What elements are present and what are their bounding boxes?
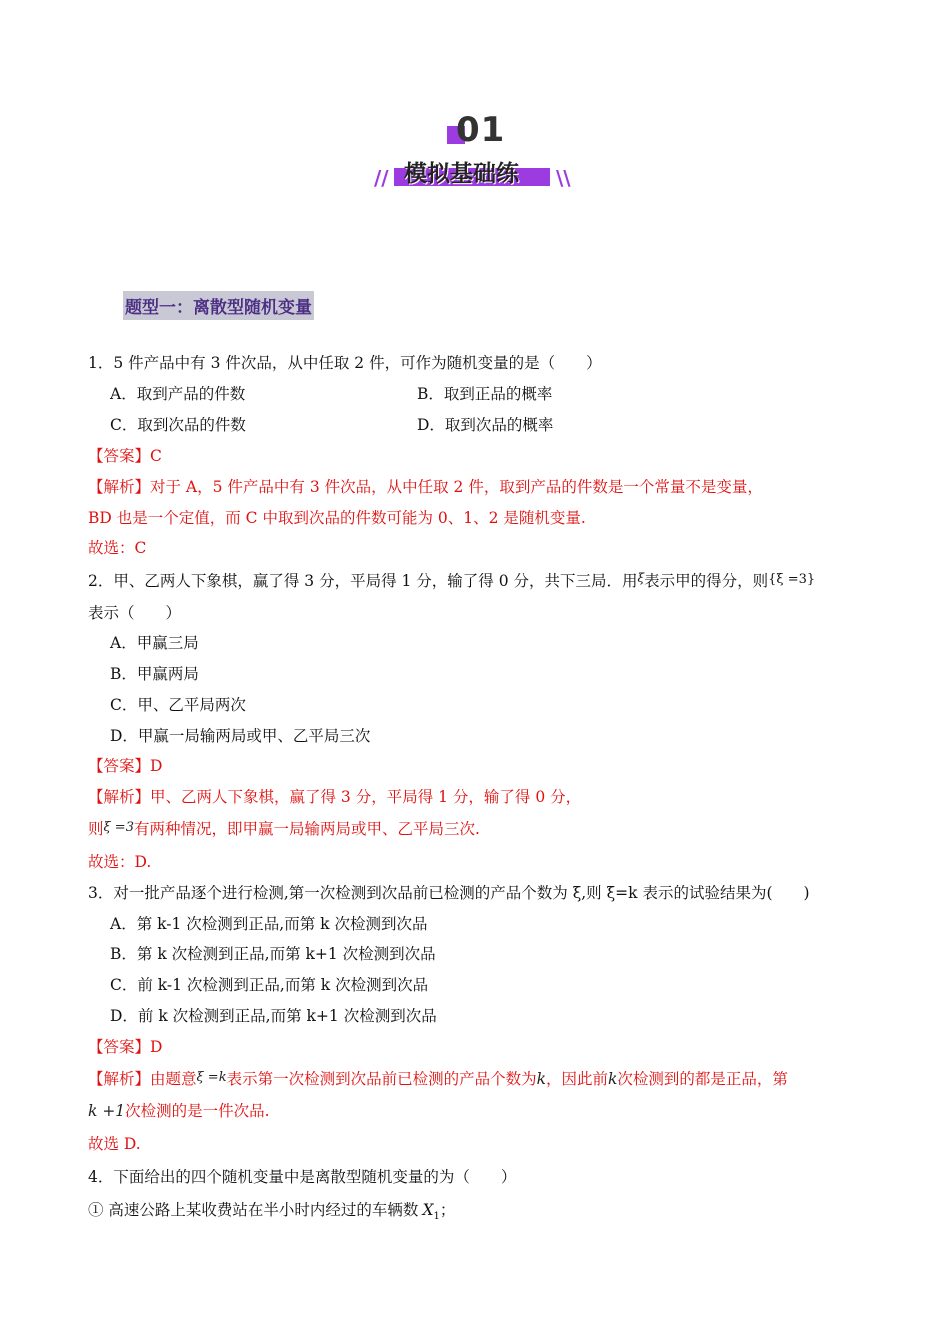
- q2-stem-text: 2．甲、乙两人下象棋，赢了得 3 分，平局得 1 分，输了得 0 分，共下三局．用: [88, 572, 638, 590]
- q2-option-c: C．甲、乙平局两次: [110, 696, 246, 714]
- q2-choose: 故选：D.: [88, 853, 152, 871]
- q2-analysis-line2: [88, 817, 480, 839]
- q1-option-b: B．取到正品的概率: [417, 385, 553, 403]
- q2-option-a: A．甲赢三局: [110, 634, 199, 652]
- q4-item1-var: X: [422, 1201, 434, 1219]
- q1-answer: 【答案】C: [88, 447, 162, 465]
- q4-item1-post: ；: [439, 1201, 456, 1219]
- q3-analysis-line2: [88, 1099, 270, 1121]
- q3-answer: 【答案】D: [88, 1038, 163, 1056]
- chapter-number: 01: [456, 110, 506, 150]
- q1-option-d: D．取到次品的概率: [417, 416, 554, 434]
- q4-item1: [88, 1198, 455, 1222]
- q3-analysis-pre: 【解析】由题意: [88, 1070, 197, 1088]
- q1-choose: 故选：C: [88, 539, 147, 557]
- q2-analysis-eq: ξ =3: [103, 820, 134, 835]
- q3-analysis2-post: 次检测的是一件次品.: [125, 1102, 270, 1120]
- q3-analysis-mid2: ，因此前: [546, 1070, 609, 1088]
- q3-stem: 3．对一批产品逐个进行检测,第一次检测到次品前已检测的产品个数为 ξ,则 ξ=k 表示的试验结果为( ): [88, 884, 810, 902]
- q3-option-c: C．前 k-1 次检测到正品,而第 k 次检测到次品: [110, 976, 429, 994]
- q3-analysis-k: k: [536, 1070, 546, 1088]
- q3-choose: 故选 D.: [88, 1135, 141, 1153]
- q2-analysis-pre: 则: [88, 820, 104, 838]
- q3-analysis2-eq: k +1: [88, 1102, 126, 1120]
- q4-stem: 4．下面给出的四个随机变量中是离散型随机变量的为（ ）: [88, 1168, 517, 1186]
- q2-option-b: B．甲赢两局: [110, 665, 199, 683]
- q3-option-d: D．前 k 次检测到正品,而第 k+1 次检测到次品: [110, 1007, 437, 1025]
- q2-xi: ξ: [637, 571, 645, 585]
- q1-stem: 1．5 件产品中有 3 件次品，从中任取 2 件，可作为随机变量的是（ ）: [88, 354, 602, 372]
- badge-title: 模拟基础练: [404, 161, 519, 187]
- q3-analysis-post: 次检测到的都是正品，第: [617, 1070, 788, 1088]
- q2-analysis-line1: 【解析】甲、乙两人下象棋，赢了得 3 分，平局得 1 分，输了得 0 分，: [88, 788, 582, 806]
- q2-option-d: D．甲赢一局输两局或甲、乙平局三次: [110, 727, 371, 745]
- q3-analysis-eq: ξ =k: [196, 1070, 227, 1085]
- q3-option-a: A．第 k-1 次检测到正品,而第 k 次检测到次品: [110, 915, 428, 933]
- q4-item1-text: ① 高速公路上某收费站在半小时内经过的车辆数: [88, 1201, 419, 1219]
- badge-right-mark: \\: [556, 166, 571, 190]
- q2-stem: [88, 569, 815, 591]
- q3-analysis-mid: 表示第一次检测到次品前已检测的产品个数为: [226, 1070, 537, 1088]
- q2-event: {ξ =3}: [768, 572, 816, 587]
- q1-option-a: A．取到产品的件数: [110, 385, 246, 403]
- q1-analysis-line1: 【解析】对于 A，5 件产品中有 3 件次品，从中任取 2 件，取到产品的件数是一个常量不是变量，: [88, 478, 763, 496]
- q1-option-c: C．取到次品的件数: [110, 416, 246, 434]
- q4-item1-sub: 1: [433, 1211, 440, 1223]
- q2-stem-line2: 表示（ ）: [88, 604, 182, 622]
- q3-analysis-line1: [88, 1067, 788, 1089]
- q1-analysis-line2: BD 也是一个定值，而 C 中取到次品的件数可能为 0、1、2 是随机变量.: [88, 509, 586, 527]
- section-heading: 题型一：离散型随机变量: [123, 291, 314, 320]
- q3-analysis-k2: k: [608, 1070, 618, 1088]
- badge-left-mark: //: [374, 166, 389, 190]
- q2-answer: 【答案】D: [88, 757, 163, 775]
- q2-analysis-post: 有两种情况，即甲赢一局输两局或甲、乙平局三次.: [133, 820, 480, 838]
- q3-option-b: B．第 k 次检测到正品,而第 k+1 次检测到次品: [110, 945, 436, 963]
- q2-stem-mid: 表示甲的得分，则: [644, 572, 769, 590]
